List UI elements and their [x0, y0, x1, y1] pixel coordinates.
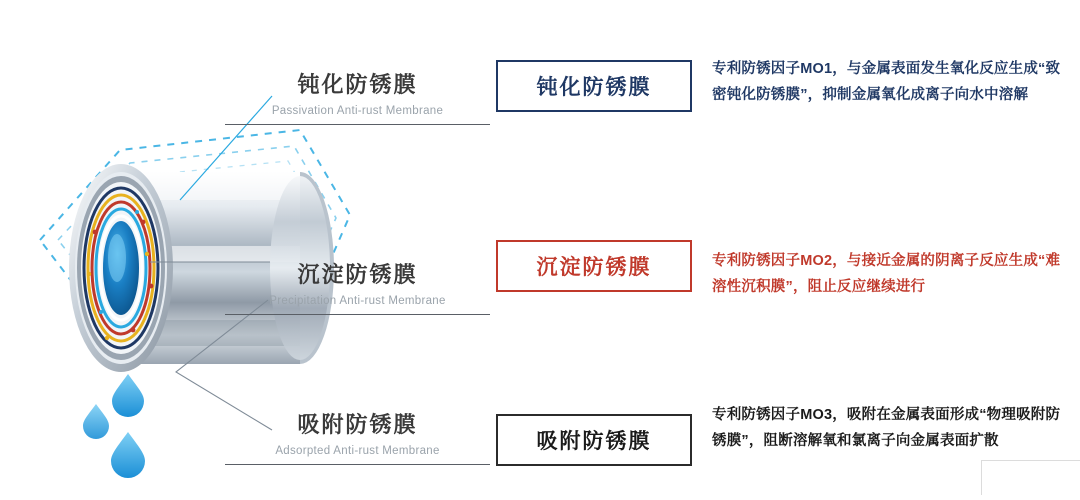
row-1-paragraph: 专利防锈因子MO1，与金属表面发生氧化反应生成“致密钝化防锈膜”，抑制金属氧化成离子向水中溶解: [712, 61, 1061, 103]
row-2-box-label: 沉淀防锈膜: [536, 255, 652, 279]
corner-plate: [981, 460, 1080, 495]
row-1-en-label: Passivation Anti-rust Membrane: [271, 105, 444, 117]
row-2-paragraph: 专利防锈因子MO2，与接近金属的阴离子反应生成“难溶性沉积膜”，阻止反应继续进行: [712, 253, 1061, 295]
row-1-box[interactable]: [496, 60, 692, 112]
row-2-cn-label: 沉淀防锈膜: [297, 262, 418, 287]
row-1-caption: [225, 68, 490, 125]
row-3-divider: [225, 464, 490, 465]
row-3-box-label: 吸附防锈膜: [536, 429, 652, 453]
row-1-cn-label: 钝化防锈膜: [297, 72, 418, 97]
row-1-divider: [225, 124, 490, 125]
row-3-en-label: Adsorpted Anti-rust Membrane: [275, 445, 440, 457]
row-3-paragraph: 专利防锈因子MO3，吸附在金属表面形成“物理吸附防锈膜”，阻断溶解氧和氯离子向金属表面扩散: [712, 407, 1061, 449]
row-2-box[interactable]: [496, 240, 692, 292]
row-3-cn-label: 吸附防锈膜: [297, 412, 418, 437]
row-3-caption: [225, 408, 490, 465]
row-3-box[interactable]: [496, 414, 692, 466]
row-1-box-label: 钝化防锈膜: [536, 75, 652, 99]
row-2-divider: [225, 314, 490, 315]
row-2-caption: [225, 258, 490, 315]
row-2-en-label: Precipitation Anti-rust Membrane: [269, 295, 446, 307]
